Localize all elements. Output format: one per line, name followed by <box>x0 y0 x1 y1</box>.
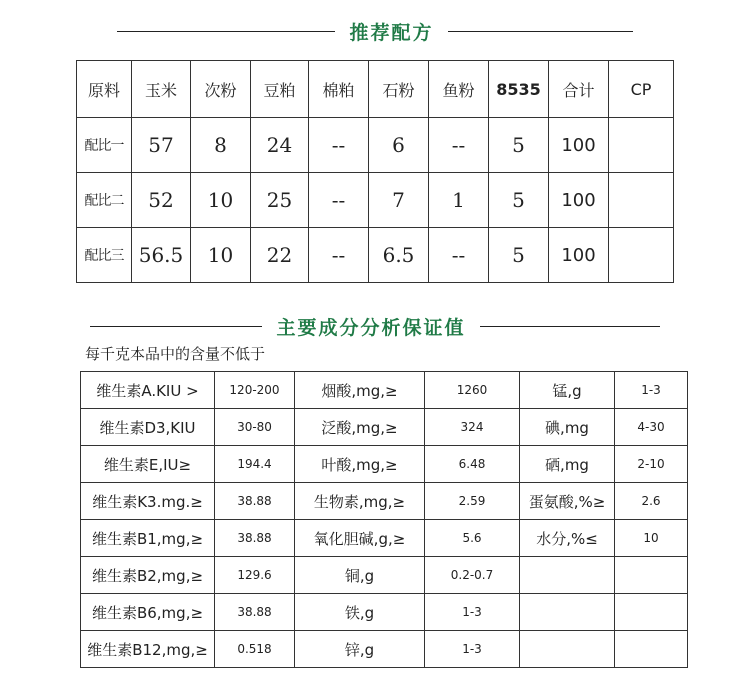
nutrient-label: 硒,mg <box>520 446 615 483</box>
nutrient-label: 蛋氨酸,%≥ <box>520 483 615 520</box>
table-cell: 100 <box>549 118 609 173</box>
table-cell: 57 <box>132 118 191 173</box>
nutrient-label: 维生素E,IU≥ <box>81 446 215 483</box>
value-cell: 30-80 <box>215 409 295 446</box>
table-row <box>81 483 688 520</box>
table-cell: 1 <box>429 173 489 228</box>
nutrient-label: 维生素A.KIU > <box>81 372 215 409</box>
table-cell <box>609 173 674 228</box>
table-cell: 22 <box>251 228 309 283</box>
value-cell: 1-3 <box>425 631 520 668</box>
table-cell: 10 <box>191 173 251 228</box>
table-cell: -- <box>429 228 489 283</box>
value-cell: 0.2-0.7 <box>425 557 520 594</box>
row-label: 配比一 <box>77 118 132 173</box>
column-header: 玉米 <box>132 61 191 118</box>
analysis-table <box>80 371 688 668</box>
section-title: 推荐配方 <box>349 22 434 44</box>
table-header-row <box>77 61 674 118</box>
table-row <box>81 631 688 668</box>
heading-rule-left <box>117 31 335 32</box>
column-header: 鱼粉 <box>429 61 489 118</box>
table-row <box>77 228 674 283</box>
value-cell: 5.6 <box>425 520 520 557</box>
column-header: 棉粕 <box>309 61 369 118</box>
table-cell: 5 <box>489 173 549 228</box>
value-cell: 10 <box>615 520 688 557</box>
column-header: 石粉 <box>369 61 429 118</box>
column-header: 8535 <box>489 61 549 118</box>
value-cell <box>615 631 688 668</box>
table-cell: 6.5 <box>369 228 429 283</box>
nutrient-label <box>520 631 615 668</box>
table-row <box>77 118 674 173</box>
column-header: 合计 <box>549 61 609 118</box>
table-cell: 6 <box>369 118 429 173</box>
nutrient-label: 维生素B12,mg,≥ <box>81 631 215 668</box>
table-cell: 25 <box>251 173 309 228</box>
table-cell: 5 <box>489 228 549 283</box>
nutrient-label: 叶酸,mg,≥ <box>295 446 425 483</box>
heading-rule-right <box>480 326 660 327</box>
table-row <box>77 173 674 228</box>
value-cell: 2.6 <box>615 483 688 520</box>
column-header: CP <box>609 61 674 118</box>
value-cell: 0.518 <box>215 631 295 668</box>
column-header: 豆粕 <box>251 61 309 118</box>
nutrient-label: 氧化胆碱,g,≥ <box>295 520 425 557</box>
value-cell: 2-10 <box>615 446 688 483</box>
value-cell: 38.88 <box>215 483 295 520</box>
value-cell: 194.4 <box>215 446 295 483</box>
nutrient-label: 铜,g <box>295 557 425 594</box>
value-cell: 324 <box>425 409 520 446</box>
table-row <box>81 520 688 557</box>
row-label: 配比二 <box>77 173 132 228</box>
table-cell: 7 <box>369 173 429 228</box>
nutrient-label: 维生素D3,KIU <box>81 409 215 446</box>
nutrient-label: 碘,mg <box>520 409 615 446</box>
value-cell: 120-200 <box>215 372 295 409</box>
value-cell: 1-3 <box>615 372 688 409</box>
table-row <box>81 446 688 483</box>
formula-table <box>76 60 674 283</box>
table-row <box>81 557 688 594</box>
table-cell: 24 <box>251 118 309 173</box>
nutrient-label: 维生素K3.mg.≥ <box>81 483 215 520</box>
heading-rule-left <box>90 326 262 327</box>
table-cell: 52 <box>132 173 191 228</box>
nutrient-label: 锌,g <box>295 631 425 668</box>
table-row <box>81 594 688 631</box>
value-cell: 6.48 <box>425 446 520 483</box>
table-cell: -- <box>309 118 369 173</box>
nutrient-label: 维生素B2,mg,≥ <box>81 557 215 594</box>
value-cell: 1-3 <box>425 594 520 631</box>
table-cell: 8 <box>191 118 251 173</box>
nutrient-label: 泛酸,mg,≥ <box>295 409 425 446</box>
table-cell: 100 <box>549 228 609 283</box>
value-cell: 38.88 <box>215 520 295 557</box>
table-cell: -- <box>309 228 369 283</box>
nutrient-label: 锰,g <box>520 372 615 409</box>
table-row <box>81 409 688 446</box>
heading-rule-right <box>448 31 633 32</box>
row-label: 配比三 <box>77 228 132 283</box>
section-title: 主要成分分析保证值 <box>276 317 466 339</box>
table-cell: -- <box>429 118 489 173</box>
value-cell: 1260 <box>425 372 520 409</box>
value-cell: 2.59 <box>425 483 520 520</box>
nutrient-label: 烟酸,mg,≥ <box>295 372 425 409</box>
section-heading-analysis <box>0 313 750 340</box>
table-cell <box>609 228 674 283</box>
table-cell: 5 <box>489 118 549 173</box>
value-cell <box>615 557 688 594</box>
section-heading-formula <box>0 18 750 45</box>
content-note: 每千克本品中的含量不低于 <box>85 345 266 363</box>
nutrient-label: 水分,%≤ <box>520 520 615 557</box>
nutrient-label: 生物素,mg,≥ <box>295 483 425 520</box>
nutrient-label: 维生素B1,mg,≥ <box>81 520 215 557</box>
value-cell <box>615 594 688 631</box>
table-cell: -- <box>309 173 369 228</box>
table-cell: 10 <box>191 228 251 283</box>
column-header: 原料 <box>77 61 132 118</box>
value-cell: 4-30 <box>615 409 688 446</box>
nutrient-label: 铁,g <box>295 594 425 631</box>
value-cell: 38.88 <box>215 594 295 631</box>
column-header: 次粉 <box>191 61 251 118</box>
nutrient-label <box>520 557 615 594</box>
table-cell: 100 <box>549 173 609 228</box>
table-cell <box>609 118 674 173</box>
table-row <box>81 372 688 409</box>
nutrient-label <box>520 594 615 631</box>
value-cell: 129.6 <box>215 557 295 594</box>
nutrient-label: 维生素B6,mg,≥ <box>81 594 215 631</box>
table-cell: 56.5 <box>132 228 191 283</box>
